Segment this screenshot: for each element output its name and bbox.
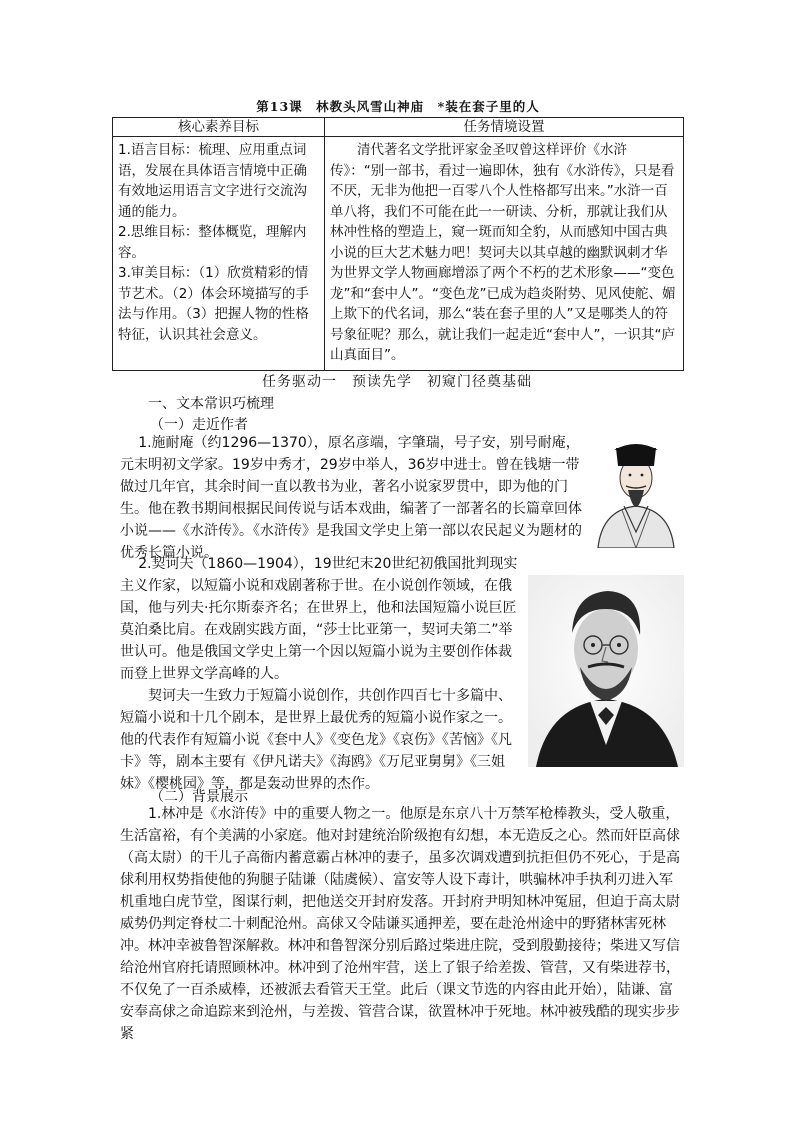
goals-header: 核心素养目标 <box>113 118 325 137</box>
author-chekhov: 2.契诃夫（1860—1904），19世纪末20世纪初俄国批判现实主义作家，以短篇小说和戏剧著称于世。在小说创作领域，在俄国，他与列夫·托尔斯泰齐名；在世界上，他和法国短篇小说巨匠莫泊桑比肩。在戏剧实践方面，“莎士比亚第一，契诃夫第二”举世认可。他是俄国文学史上第一个因以短篇小说为主要创作体裁而登上世界文学高峰的人。 <box>120 556 518 682</box>
subsection-background: （二）背景展示 <box>150 789 248 805</box>
scenario-header: 任务情境设置 <box>325 118 684 137</box>
background-lin-chong: 1.林冲是《水浒传》中的重要人物之一。他原是东京八十万禁军枪棒教头，受人敬重，生活富裕，有个美满的小家庭。他对封建统治阶级抱有幻想，本无造反之心。然而奸臣高俅（高太尉）的干儿子高衙内蓄意霸占林冲的妻子，虽多次调戏遭到抗拒但仍不死心，于是高俅利用权势指使他的狗腿子陆谦（陆虞候）、富安等人设下毒计，哄骗林冲手执利刃进入军机重地白虎节堂，图谋行刺，把他送交开封府发落。开封府尹明知林冲冤屈，但迫于高太尉威势仍判定脊杖二十刺配沧州。高俅又令陆谦买通押差，要在赴沧州途中的野猪林害死林冲。林冲幸被鲁智深解救。林冲和鲁智深分别后路过柴进庄院，受到殷勤接待；柴进又写信给沧州官府托请照顾林冲。林冲到了沧州牢营，送上了银子给差拨、管营，又有柴进荐书，不仅免了一百杀威棒，还被派去看管天王堂。此后（课文节选的内容由此开始），陆谦、富安奉高俅之命追踪来到沧州，与差拨、管营合谋，欲置林冲于死地。林冲被残酷的现实步步紧 <box>120 806 680 1042</box>
goal-thinking: 2.思维目标：整体概览，理解内容。 <box>118 224 307 261</box>
scenario-cell <box>325 137 684 371</box>
goal-aesthetic: 3.审美目标：（1）欣赏精彩的情节艺术。（2）体会环境描写的手法与作用。（3）把握人物的性格特征，认识其社会意义。 <box>118 265 309 343</box>
chekhov-portrait <box>528 575 684 767</box>
task-heading: 任务驱动一 预读先学 初窥门径奠基础 <box>262 374 532 390</box>
lesson-title: 第13课 林教头风雪山神庙 *装在套子里的人 <box>256 99 540 114</box>
goals-cell <box>113 137 325 371</box>
subsection-author: （一）走近作者 <box>150 417 248 433</box>
scenario-text: 清代著名文学批评家金圣叹曾这样评价《水浒传》：“别一部书，看过一遍即休，独有《水浒传》，只是看不厌，无非为他把一百零八个人性格都写出来。”水浒一百单八将，我们不可能在此一一研读、分析，那就让我们从林冲性格的塑造上，窥一斑而知全豹，从而感知中国古典小说的巨大艺术魅力吧！契诃夫以其卓越的幽默讽刺才华为世界文学人物画廊增添了两个不朽的艺术形象——“变色龙”和“套中人”。“变色龙”已成为趋炎附势、见风使舵、媚上欺下的代名词，那么“装在套子里的人”又是哪类人的符号象征呢？那么，就让我们一起走近“套中人”，一识其“庐山真面目”。 <box>330 142 676 363</box>
author-shi-naian: 1.施耐庵（约1296—1370），原名彦端，字肇瑞，号子安，别号耐庵，元末明初文学家。19岁中秀才，29岁中举人，36岁中进士。曾在钱塘一带做过几年官，其余时间一直以教书为业，著名小说家罗贯中，即为他的门生。他在教书期间根据民间传说与话本戏曲，编著了一部著名的长篇章回体小说——《水浒传》。《水浒传》是我国文学史上第一部以农民起义为题材的优秀长篇小说。 <box>120 435 582 561</box>
author-chekhov-works: 契诃夫一生致力于短篇小说创作，共创作四百七十多篇中、短篇小说和十几个剧本，是世界上最优秀的短篇小说作家之一。他的代表作有短篇小说《套中人》《变色龙》《哀伤》《苦恼》《凡卡》等，剧本主要有《伊凡诺夫》《海鸥》《万尼亚舅舅》《三姐妹》《樱桃园》等，都是轰动世界的杰作。 <box>120 688 512 792</box>
shi-naian-portrait <box>588 428 684 548</box>
goal-language: 1.语言目标：梳理、应用重点词语，发展在具体语言情境中正确有效地运用语言文字进行交流沟通的能力。 <box>118 142 307 220</box>
goals-table <box>112 117 684 371</box>
section-heading: 一、文本常识巧梳理 <box>148 396 274 412</box>
